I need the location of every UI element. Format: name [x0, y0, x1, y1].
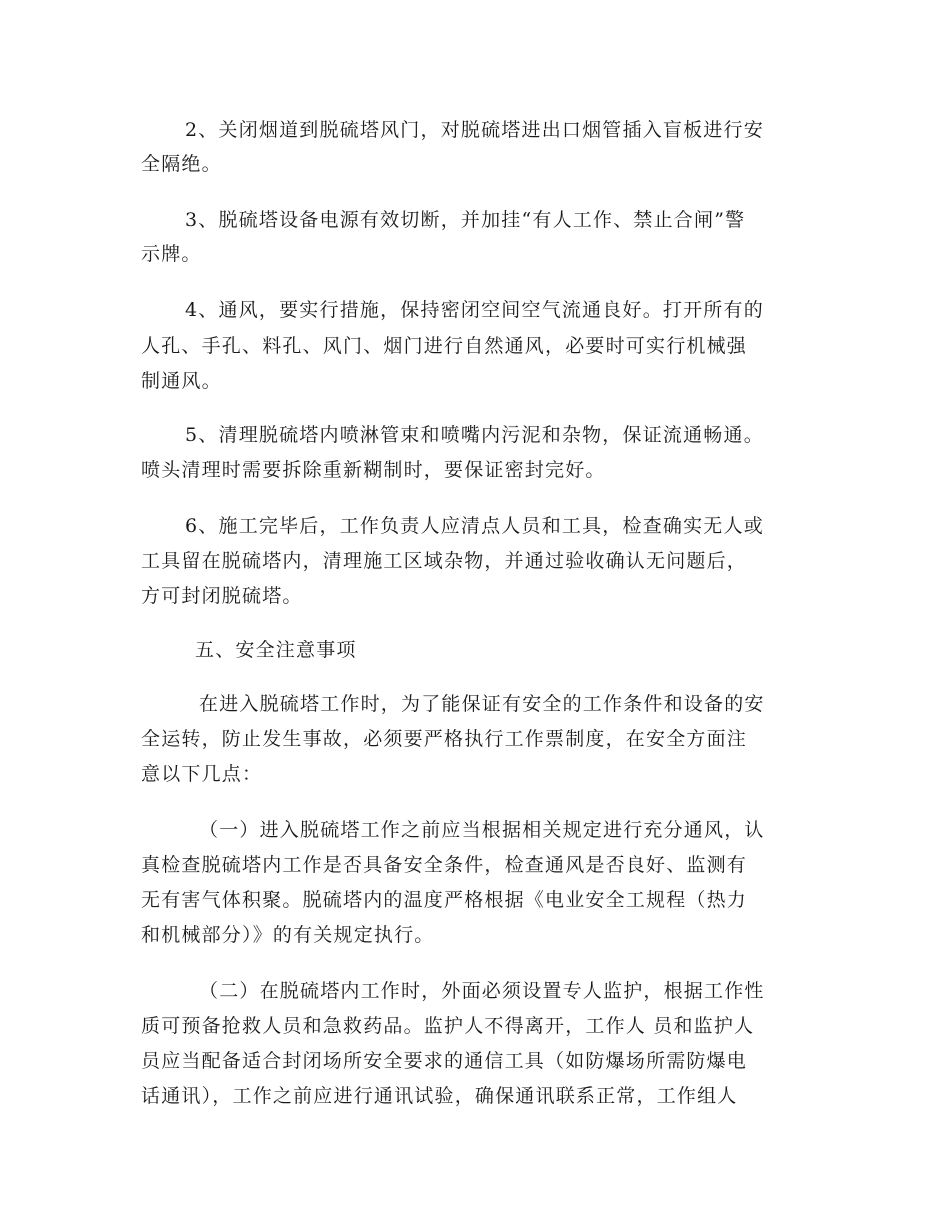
intro-paragraph-line-2: 全运转，防止发生事故，必须要严格执行工作票制度，在安全方面注 — [141, 728, 748, 750]
item-2-line-4: 话通讯），工作之前应进行通讯试验，确保通讯联系正常，工作组人 — [141, 1085, 738, 1107]
paragraph-6-line-3: 方可封闭脱硫塔。 — [141, 585, 303, 607]
paragraph-3-line-2: 示牌。 — [141, 243, 202, 265]
paragraph-4-line-3: 制通风。 — [141, 370, 222, 392]
item-2-line-1: （二）在脱硫塔内工作时，外面必须设置专人监护，根据工作性 — [199, 980, 765, 1002]
item-2-line-3: 员应当配备适合封闭场所安全要求的通信工具（如防爆场所需防爆电 — [141, 1050, 748, 1072]
paragraph-6-line-1: 6、施工完毕后，工作负责人应清点人员和工具，检查确实无人或 — [185, 515, 764, 537]
paragraph-4-line-2: 人孔、手孔、料孔、风门、烟门进行自然通风，必要时可实行机械强 — [141, 335, 748, 357]
paragraph-5-line-2: 喷头清理时需要拆除重新糊制时，要保证密封完好。 — [141, 459, 606, 481]
paragraph-2-line-2: 全隔绝。 — [141, 153, 222, 175]
paragraph-6-line-2: 工具留在脱硫塔内，清理施工区域杂物，并通过验收确认无问题后， — [141, 550, 748, 572]
paragraph-3-line-1: 3、脱硫塔设备电源有效切断，并加挂“有人工作、禁止合闸”警 — [185, 209, 746, 231]
item-1-line-1: （一）进入脱硫塔工作之前应当根据相关规定进行充分通风，认 — [199, 819, 765, 841]
paragraph-4-line-1: 4、通风，要实行措施，保持密闭空间空气流通良好。打开所有的 — [185, 299, 764, 321]
section-heading: 五、安全注意事项 — [195, 639, 357, 661]
paragraph-2-line-1: 2、关闭烟道到脱硫塔风门，对脱硫塔进出口烟管插入盲板进行安 — [185, 119, 764, 141]
item-1-line-3: 无有害气体积聚。脱硫塔内的温度严格根据《电业安全工规程（热力 — [141, 889, 748, 911]
intro-paragraph-line-3: 意以下几点： — [141, 763, 263, 785]
item-2-line-2: 质可预备抢救人员和急救药品。监护人不得离开，工作人 员和监护人 — [141, 1015, 755, 1037]
paragraph-5-line-1: 5、清理脱硫塔内喷淋管束和喷嘴内污泥和杂物，保证流通畅通。 — [185, 424, 764, 446]
intro-paragraph-line-1: 在进入脱硫塔工作时，为了能保证有安全的工作条件和设备的安 — [199, 693, 765, 715]
item-1-line-2: 真检查脱硫塔内工作是否具备安全条件，检查通风是否良好、监测有 — [141, 854, 748, 876]
item-1-line-4: 和机械部分）》的有关规定执行。 — [141, 924, 435, 946]
